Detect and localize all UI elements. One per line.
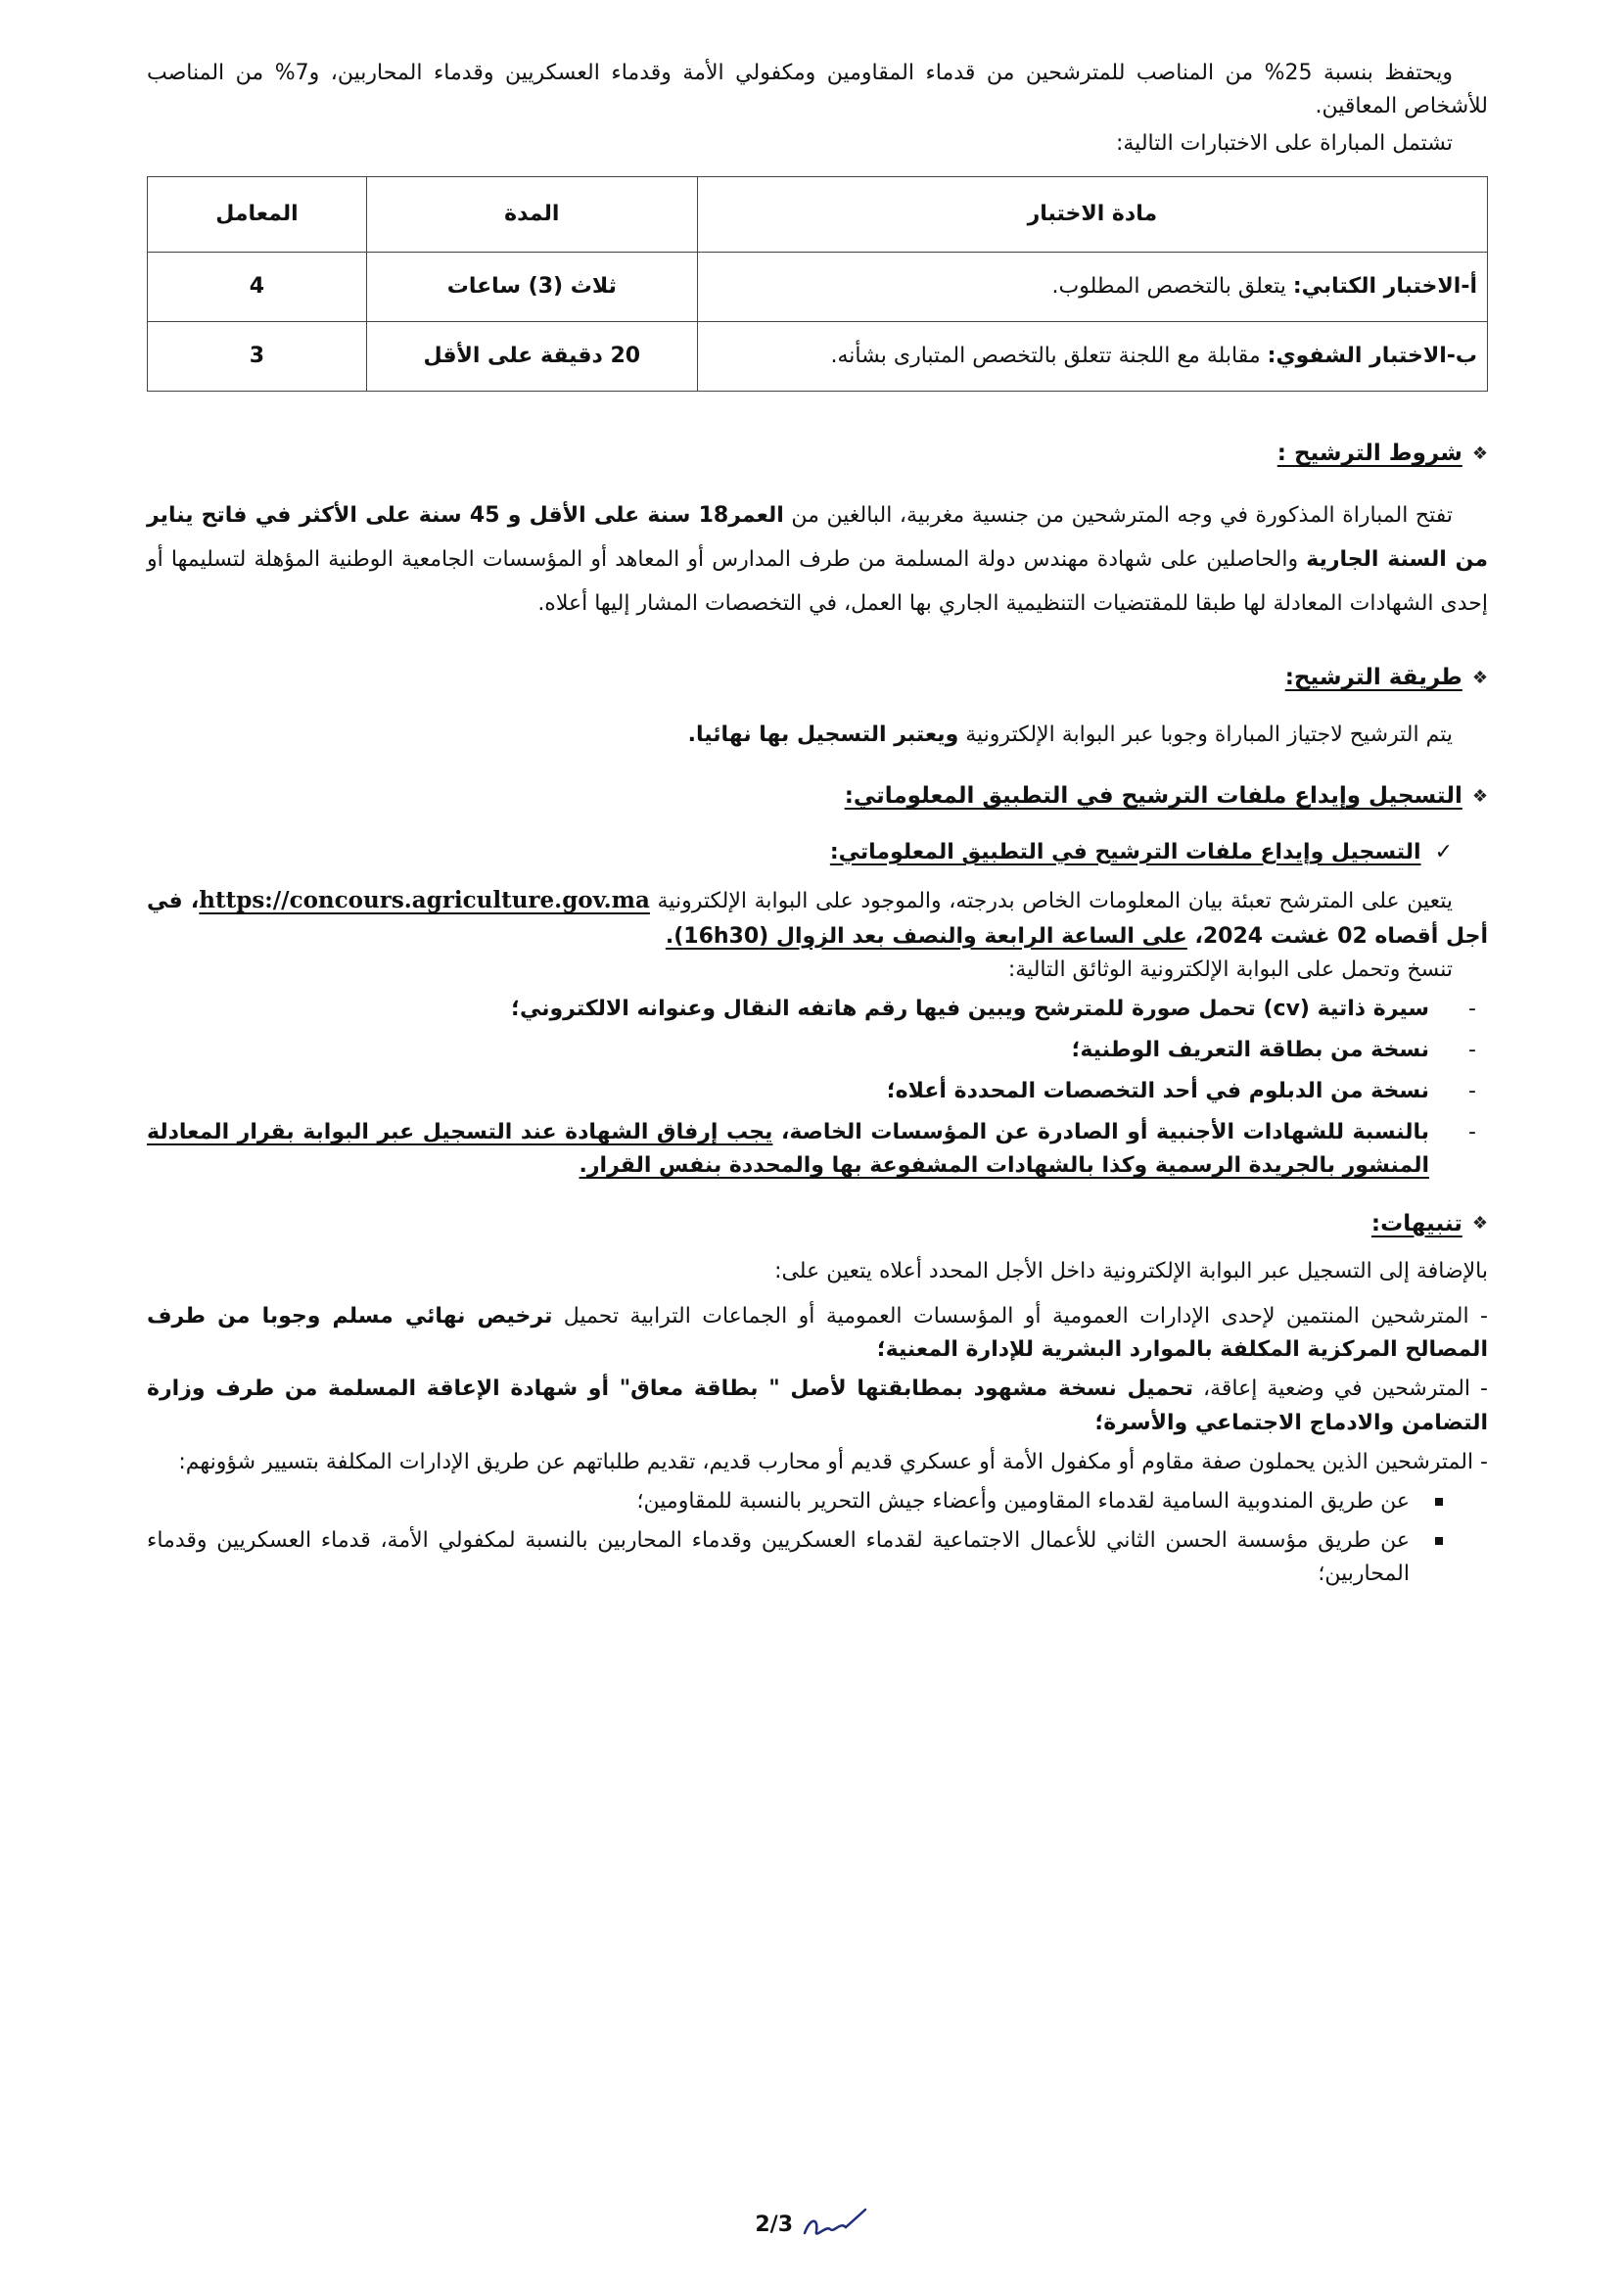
exam-coefficient: 4 — [148, 253, 367, 322]
list-item — [147, 1116, 1429, 1183]
header-subject: مادة الاختبار — [697, 177, 1487, 253]
registration-paragraph — [147, 883, 1488, 954]
notice-item: - المترشحين الذين يحملون صفة مقاوم أو مكفول الأمة أو عسكري قديم أو محارب قديم، تقديم طلباتهم عن طريق الإدارات المكلفة بتسيير شؤونهم: — [178, 1449, 1488, 1474]
notice2-text-a: المترشحين في وضعية إعاقة، — [1192, 1376, 1471, 1402]
intro-quota-text: ويحتفظ بنسبة 25% من المناصب للمترشحين من قدماء المقاومين ومكفولي الأمة وقدماء العسكريين وقدماء المحاربين، و7% من المناصب للأشخاص المعاقين. — [147, 61, 1488, 119]
exam-duration: 20 دقيقة على الأقل — [366, 322, 697, 392]
notice3-text: المترشحين الذين يحملون صفة مقاوم أو مكفول الأمة أو عسكري قديم أو محارب قديم، تقديم طلباتهم عن طريق الإدارات المكلفة بتسيير شؤونهم: — [178, 1449, 1474, 1474]
notice-item: - المترشحين في وضعية إعاقة، تحميل نسخة مشهود بمطابقتها لأصل " بطاقة معاق" أو شهادة الإعاقة المسلمة من طرف وزارة التضامن والادماج الاجتماعي والأسرة؛ — [147, 1376, 1488, 1435]
document-body — [147, 57, 1488, 1597]
conditions-paragraph — [147, 493, 1488, 626]
doc4-text-b: يجب إرفاق الشهادة عند التسجيل عبر البوابة بقرار المعادلة المنشور بالجريدة الرسمية وكذا بالشهادات المشفوعة بها والمحددة بنفس القرار. — [147, 1120, 1429, 1179]
header-coefficient: المعامل — [148, 177, 367, 253]
conditions-heading-text: شروط الترشيح : — [1276, 441, 1462, 467]
exam-coefficient: 3 — [148, 322, 367, 392]
notice-item: - المترشحين المنتمين لإحدى الإدارات العمومية أو المؤسسات العمومية أو الجماعات الترابية تحميل ترخيص نهائي مسلم وجوبا من طرف المصالح المركزية المكلفة بالموارد البشرية للإدارة المعنية؛ — [147, 1304, 1488, 1363]
doc4-text-a: بالنسبة للشهادات الأجنبية أو الصادرة عن المؤسسات الخاصة، — [772, 1120, 1429, 1145]
exam-desc: يتعلق بالتخصص المطلوب. — [1051, 274, 1286, 300]
diamond-bullet-icon: ❖ — [1471, 443, 1488, 465]
notice-sub-list — [147, 1485, 1488, 1591]
page-separator: / — [769, 2213, 778, 2237]
exam-table — [147, 176, 1488, 392]
portal-url-link[interactable]: https://concours.agriculture.gov.ma — [199, 886, 650, 913]
list-item: - سيرة ذاتية (cv) تحمل صورة للمترشح ويبين فيها رقم هاتفه النقال وعنوانه الالكتروني؛ — [147, 993, 1429, 1026]
conditions-text-a: تفتح المباراة المذكورة في وجه المترشحين من جنسية مغربية، البالغين من — [783, 503, 1453, 529]
diamond-bullet-icon: ❖ — [1471, 786, 1488, 808]
list-item: عن طريق المندوبية السامية لقدماء المقاومين وأعضاء جيش التحرير بالنسبة للمقاومين؛ — [147, 1485, 1410, 1518]
registration-deadline-time: على الساعة الرابعة والنصف بعد الزوال (16h30). — [665, 923, 1187, 949]
exam-table-header — [148, 177, 1488, 253]
registration-deadline: ، في أجل أقصاه 02 غشت 2024، — [147, 888, 1488, 949]
diamond-bullet-icon: ❖ — [1471, 668, 1488, 689]
notices-intro: بالإضافة إلى التسجيل عبر البوابة الإلكترونية داخل الأجل المحدد أعلاه يتعين على: — [774, 1259, 1488, 1284]
method-heading — [147, 661, 1488, 696]
conditions-age-text: العمر18 سنة على الأقل و 45 سنة على الأكثر في فاتح يناير من السنة الجارية — [147, 503, 1488, 573]
exam-subject-cell — [697, 322, 1487, 392]
page-footer — [0, 2208, 1624, 2243]
table-row — [148, 322, 1488, 392]
method-heading-text: طريقة الترشيح: — [1284, 665, 1462, 691]
signature-icon — [801, 2208, 869, 2243]
check-mark-icon: ✓ — [1434, 839, 1453, 864]
method-paragraph — [147, 718, 1488, 752]
list-item: - نسخة من الدبلوم في أحد التخصصات المحددة أعلاه؛ — [147, 1075, 1429, 1108]
exam-subject-cell — [697, 253, 1487, 322]
conditions-heading — [147, 437, 1488, 472]
registration-text-a: يتعين على المترشح تعبئة بيان المعلومات الخاص بدرجته، والموجود على البوابة الإلكترونية — [649, 888, 1453, 913]
registration-heading — [147, 779, 1488, 815]
list-item: - نسخة من بطاقة التعريف الوطنية؛ — [147, 1034, 1429, 1067]
method-text-b: ويعتبر التسجيل بها نهائيا. — [687, 723, 959, 748]
header-duration: المدة — [366, 177, 697, 253]
table-row — [148, 253, 1488, 322]
registration-subheading-text: التسجيل وإيداع ملفات الترشيح في التطبيق المعلوماتي: — [829, 839, 1421, 864]
registration-subheading — [147, 836, 1453, 869]
documents-list — [147, 993, 1488, 1183]
notice2-text-b: تحميل نسخة مشهود بمطابقتها لأصل " بطاقة معاق" أو شهادة الإعاقة المسلمة من طرف وزارة التضامن والادماج الاجتماعي والأسرة؛ — [147, 1376, 1488, 1435]
registration-heading-text: التسجيل وإيداع ملفات الترشيح في التطبيق المعلوماتي: — [844, 783, 1462, 810]
notice1-text-a: المترشحين المنتمين لإحدى الإدارات العمومية أو المؤسسات العمومية أو الجماعات الترابية تحميل — [552, 1304, 1469, 1329]
page-total: 3 — [777, 2213, 793, 2237]
notice1-text-b: ترخيص نهائي مسلم وجوبا من طرف المصالح المركزية المكلفة بالموارد البشرية للإدارة المعنية؛ — [147, 1304, 1488, 1363]
exam-label: أ-الاختبار الكتابي: — [1292, 274, 1477, 300]
exam-label: ب-الاختبار الشفوي: — [1267, 344, 1477, 369]
method-text-a: يتم الترشيح لاجتياز المباراة وجوبا عبر البوابة الإلكترونية — [958, 723, 1453, 748]
page-number: 2 — [755, 2213, 770, 2237]
docs-intro: تنسخ وتحمل على البوابة الإلكترونية الوثائق التالية: — [1007, 956, 1453, 982]
diamond-bullet-icon: ❖ — [1471, 1213, 1488, 1235]
exam-duration: ثلاث (3) ساعات — [366, 253, 697, 322]
exam-desc: مقابلة مع اللجنة تتعلق بالتخصص المتبارى بشأنه. — [830, 344, 1261, 369]
notices-heading-text: تنبيهات: — [1370, 1210, 1462, 1236]
conditions-text-c: والحاصلين على شهادة مهندس دولة المسلمة من طرف المدارس أو المعاهد أو المؤسسات الجامعية الوطنية المؤهلة لتسليمها أو إحدى الشهادات المعادلة لها طبقا للمقتضيات التنظيمية الجاري بها العمل، في التخصصات المشار إليها أعلاه. — [147, 547, 1488, 617]
exam-list-intro: تشتمل المباراة على الاختبارات التالية: — [1115, 131, 1453, 157]
notices-heading — [147, 1207, 1488, 1242]
list-item: عن طريق مؤسسة الحسن الثاني للأعمال الاجتماعية لقدماء العسكريين وقدماء المحاربين بالنسبة لمكفولي الأمة، قدماء العسكريين وقدماء المحاربين؛ — [147, 1524, 1410, 1591]
